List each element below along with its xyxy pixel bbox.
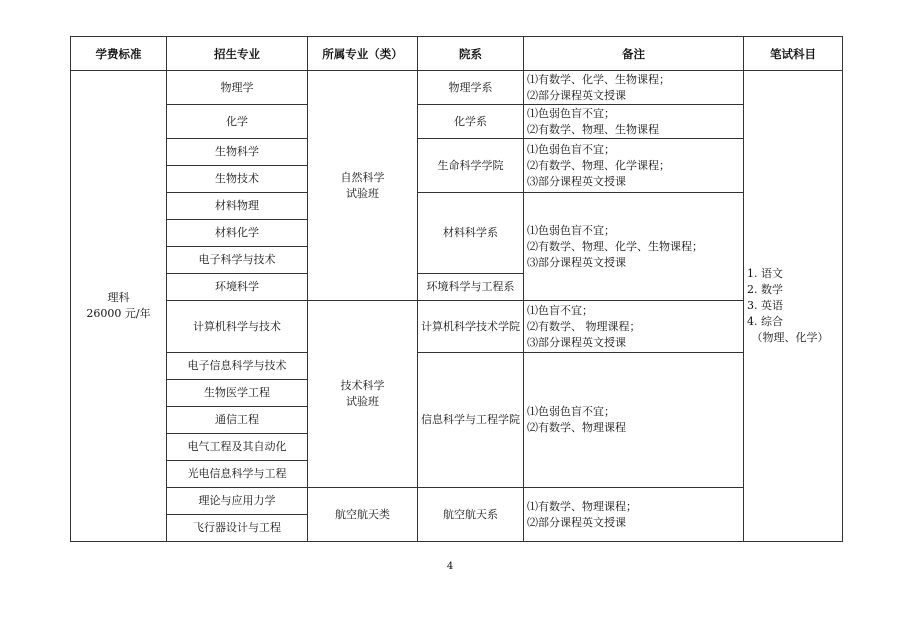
note-line: ⑵部分课程英文授课 — [527, 88, 626, 102]
major-cell: 飞行器设计与工程 — [167, 515, 308, 542]
category-cell: 航空航天类 — [308, 488, 418, 542]
category-line1: 自然科学 — [340, 170, 385, 184]
category-line1: 技术科学 — [340, 379, 385, 392]
major-cell: 化学 — [167, 105, 308, 139]
major-cell: 理论与应用力学 — [167, 488, 308, 515]
admissions-table — [70, 36, 843, 542]
note-line: ⑵有数学、物理、生物课程 — [527, 122, 659, 136]
note-line: ⑵有数学、物理、化学、生物课程； — [527, 239, 703, 253]
note-line: ⑵部分课程英文授课 — [527, 515, 626, 529]
exam-line: （物理、化学） — [751, 331, 829, 344]
notes-cell — [524, 488, 744, 542]
table-row — [71, 301, 843, 353]
department-cell: 生命科学学院 — [418, 139, 524, 193]
note-line: ⑴色弱色盲不宜； — [527, 106, 615, 120]
major-cell: 材料物理 — [167, 193, 308, 220]
major-cell: 材料化学 — [167, 220, 308, 247]
department-cell: 航空航天系 — [418, 488, 524, 542]
major-cell: 计算机科学与技术 — [167, 301, 308, 353]
notes-cell — [524, 71, 744, 105]
category-cell — [308, 301, 418, 488]
header-department: 院系 — [418, 37, 524, 71]
major-cell: 环境科学 — [167, 274, 308, 301]
page-number: 4 — [446, 561, 454, 572]
note-line: ⑵有数学、物理、化学课程； — [527, 158, 670, 172]
department-cell: 计算机科学技术学院 — [418, 301, 524, 353]
header-row — [71, 37, 843, 71]
note-line: ⑴色弱色盲不宜； — [527, 223, 615, 237]
major-cell: 生物技术 — [167, 166, 308, 193]
major-cell: 电子科学与技术 — [167, 247, 308, 274]
note-line: ⑶部分课程英文授课 — [527, 174, 626, 188]
major-cell: 电子信息科学与技术 — [167, 353, 308, 380]
department-cell: 环境科学与工程系 — [418, 274, 524, 301]
category-line2: 试验班 — [346, 395, 379, 408]
table-row — [71, 488, 843, 515]
note-line: ⑵有数学、 物理课程； — [527, 319, 641, 333]
major-cell: 光电信息科学与工程 — [167, 461, 308, 488]
department-cell: 信息科学与工程学院 — [418, 353, 524, 488]
header-category: 所属专业（类） — [308, 37, 418, 71]
note-line: ⑴有数学、化学、生物课程； — [527, 72, 670, 86]
table-row — [71, 139, 843, 166]
note-line: ⑵有数学、物理课程 — [527, 421, 626, 434]
major-cell: 电气工程及其自动化 — [167, 434, 308, 461]
exam-line: 4. 综合 — [747, 315, 783, 328]
exam-line: 3. 英语 — [747, 299, 783, 312]
note-line: ⑴色盲不宜； — [527, 303, 593, 317]
exam-line: 1. 语文 — [747, 267, 783, 280]
header-notes: 备注 — [524, 37, 744, 71]
table-row — [71, 71, 843, 105]
table-row — [71, 193, 843, 220]
department-cell: 化学系 — [418, 105, 524, 139]
major-cell: 通信工程 — [167, 407, 308, 434]
category-line2: 试验班 — [346, 186, 379, 200]
header-fee: 学费标准 — [71, 37, 167, 71]
header-exam: 笔试科目 — [744, 37, 843, 71]
header-major: 招生专业 — [167, 37, 308, 71]
fee-line1: 理科 — [107, 291, 130, 304]
table-row — [71, 353, 843, 380]
notes-cell — [524, 105, 744, 139]
fee-line2: 26000 元/年 — [86, 307, 151, 320]
notes-cell — [524, 353, 744, 488]
note-line: ⑴有数学、物理课程； — [527, 499, 637, 513]
major-cell: 生物医学工程 — [167, 380, 308, 407]
notes-cell — [524, 193, 744, 301]
note-line: ⑴色弱色盲不宜； — [527, 142, 615, 156]
exam-line: 2. 数学 — [747, 283, 783, 296]
category-cell — [308, 71, 418, 301]
exam-cell — [744, 71, 843, 542]
department-cell: 物理学系 — [418, 71, 524, 105]
fee-cell — [71, 71, 167, 542]
note-line: ⑶部分课程英文授课 — [527, 255, 626, 269]
table-row — [71, 105, 843, 139]
major-cell: 生物科学 — [167, 139, 308, 166]
major-cell: 物理学 — [167, 71, 308, 105]
notes-cell — [524, 301, 744, 353]
department-cell: 材料科学系 — [418, 193, 524, 274]
note-line: ⑶部分课程英文授课 — [527, 335, 626, 349]
notes-cell — [524, 139, 744, 193]
note-line: ⑴色弱色盲不宜； — [527, 405, 615, 418]
